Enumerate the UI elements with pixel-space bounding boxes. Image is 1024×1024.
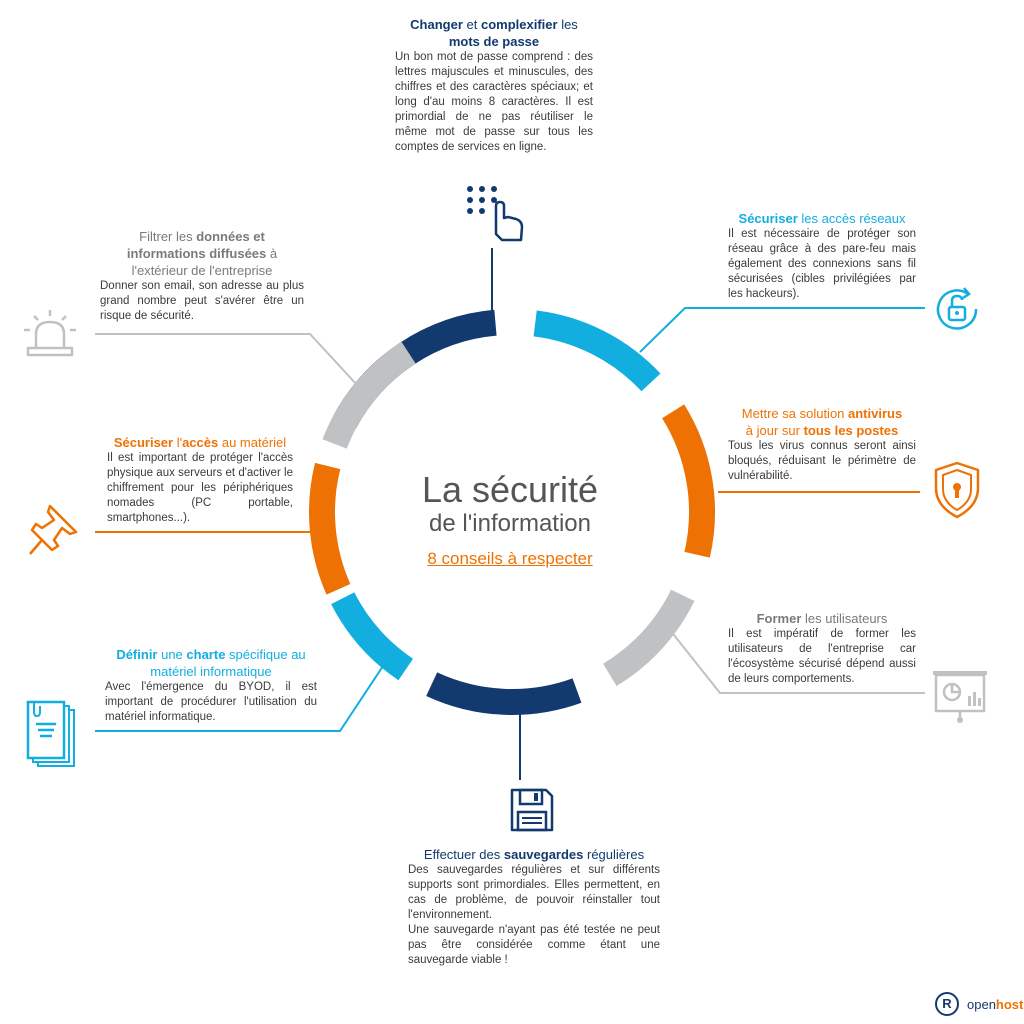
tip-hardware-title: Sécuriser l'accès au matériel [113,435,287,450]
tip-data-title: Filtrer les données et informations diffusées à l'extérieur de l'entreprise [126,229,278,278]
documents-stack-icon [22,700,78,770]
tip-training-body: Il est impératif de former les utilisateurs de l'entreprise car l'écosystème sécurisé dépend aussi de leurs comportements. [728,628,916,685]
ring-segment-backups [432,684,577,702]
brand-name: openhost [967,996,1024,1012]
center-subtitle: de l'information [429,510,591,537]
tip-training [728,610,916,687]
ring-segment-antivirus [673,411,702,554]
keypad-touch-icon [464,184,528,246]
tip-backups-body-2: Une sauvegarde n'ayant pas été testée ne peut pas être considérée comme étant une sauvegarde viable ! [408,924,660,966]
center-tagline: 8 conseils à respecter [427,549,593,568]
connector-data [95,334,358,386]
center-title-block [380,470,640,570]
tip-backups [408,846,660,968]
tip-hardware-body: Il est important de protéger l'accès physique aux serveurs et d'activer le chiffrement pour les périphériques nomades (PC portable, smartphones...). [107,452,293,524]
ring-segment-training [610,595,683,675]
tip-data [100,228,304,324]
tip-passwords [395,16,593,155]
tip-charter-title: Définir une charte spécifique au matériel informatique [116,647,306,679]
tip-network-title: Sécuriser les accès réseaux [738,211,906,226]
tip-passwords-title: Changer et complexifier les mots de passe [410,17,578,49]
ring-segment-data [335,353,409,444]
tip-backups-body-1: Des sauvegardes régulières et sur différents supports sont primordiales. Elles permettent, en cas de problème, de pouvoir réinstaller tout l'environnement. [408,864,660,921]
center-title: La sécurité [421,469,599,510]
tip-antivirus-title: Mettre sa solution antivirus à jour sur tous les postes [741,406,903,438]
connector-network [640,308,925,352]
tip-network-body: Il est nécessaire de protéger son réseau grâce à des pare-feu mais également des connexions sans fil sécurisées (cibles privilégiées par les hackeurs). [728,228,916,300]
ring-segment-hardware [322,466,338,589]
tip-training-title: Former les utilisateurs [756,611,888,626]
tip-hardware [107,434,293,526]
pushpin-icon [24,500,84,560]
tip-charter-body: Avec l'émergence du BYOD, il est important de procédurer l'utilisation du matériel informatique. [105,681,317,723]
tip-antivirus-body: Tous les virus connus seront ainsi bloqués, réduisant le périmètre de vulnérabilité. [728,440,916,482]
presentation-board-icon [930,668,990,724]
ring-segment-network [535,323,651,382]
tip-backups-title: Effectuer des sauvegardes régulières [423,847,645,862]
tip-network [728,210,916,302]
unlock-refresh-icon [930,282,984,336]
tip-antivirus [728,405,916,484]
openhost-logo [935,992,1023,1016]
floppy-disk-icon [508,786,556,834]
alarm-siren-icon [22,308,78,358]
tip-data-body: Donner son email, son adresse au plus grand nombre peut s'avérer être un risque de sécurité. [100,280,304,322]
shield-lock-icon [932,460,982,520]
tip-charter [105,646,317,725]
registered-mark: R [935,992,959,1016]
tip-passwords-body: Un bon mot de passe comprend : des lettres majuscules et minuscules, des chiffres et des caractères spéciaux; et long d'au moins 8 caractères. Il est primordial de ne pas réutiliser le même mot de passe sur tous les comptes de services en ligne. [395,51,593,153]
ring-segment-charter [343,598,406,669]
